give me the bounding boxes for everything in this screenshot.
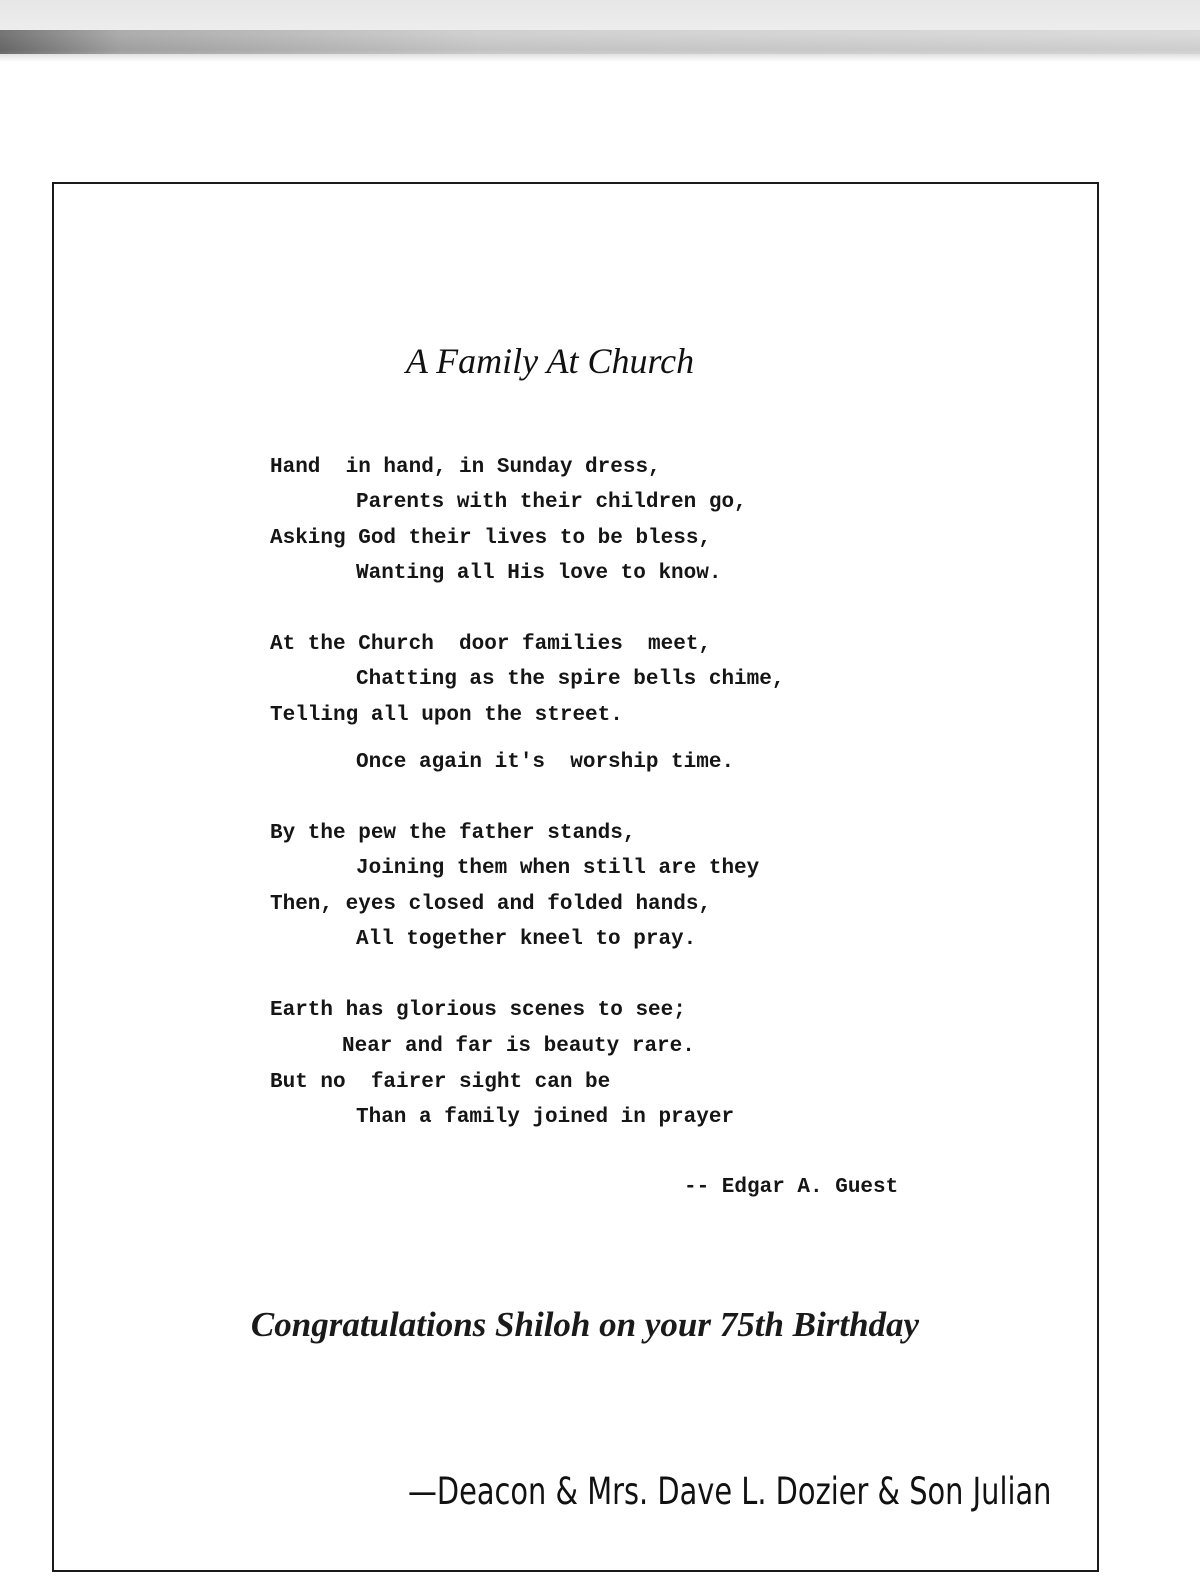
poem-line: Then, eyes closed and folded hands,	[270, 893, 712, 916]
congratulations-message: Congratulations Shiloh on your 75th Birthday	[250, 1305, 920, 1344]
sponsor-signature: —Deacon & Mrs. Dave L. Dozier & Son Julian	[408, 1470, 1052, 1513]
poem-line: Earth has glorious scenes to see;	[270, 999, 686, 1022]
poem-line: Than a family joined in prayer	[356, 1106, 735, 1129]
poem-line: Asking God their lives to be bless,	[270, 527, 712, 550]
poem-title: A Family At Church	[405, 341, 695, 381]
scan-edge-shadow	[0, 30, 1200, 54]
poem-line: Once again it's worship time.	[356, 751, 735, 774]
poem-line: Chatting as the spire bells chime,	[356, 668, 785, 691]
poem-line: At the Church door families meet,	[270, 633, 712, 656]
poem-line: Wanting all His love to know.	[356, 562, 722, 585]
poem-line: Near and far is beauty rare.	[342, 1035, 695, 1058]
poem-line: Joining them when still are they	[356, 857, 760, 880]
poem-line: Telling all upon the street.	[270, 704, 623, 727]
poem-attribution: -- Edgar A. Guest	[684, 1176, 899, 1199]
poem-line: All together kneel to pray.	[356, 928, 697, 951]
poem-line: But no fairer sight can be	[270, 1071, 611, 1094]
poem-line: Parents with their children go,	[356, 491, 747, 514]
poem-line: By the pew the father stands,	[270, 822, 636, 845]
poem-line: Hand in hand, in Sunday dress,	[270, 456, 661, 479]
